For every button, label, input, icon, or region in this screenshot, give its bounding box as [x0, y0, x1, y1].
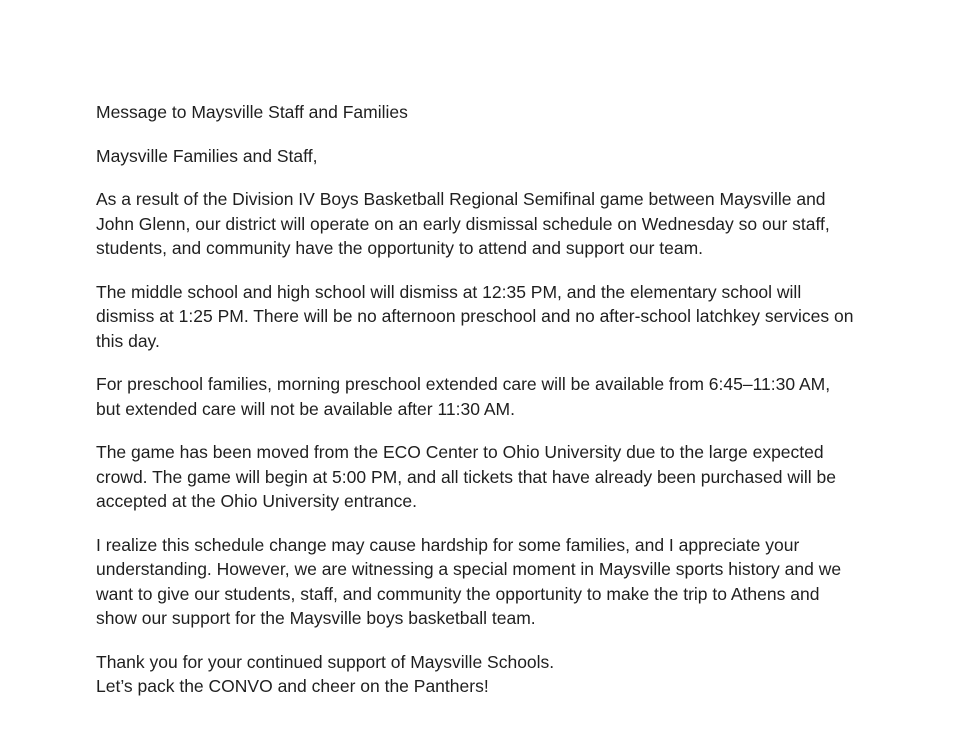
closing-line-thanks: Thank you for your continued support of Maysville Schools. [96, 651, 555, 672]
salutation: Maysville Families and Staff, [96, 145, 318, 166]
closing [96, 650, 856, 699]
paragraph-appreciation: I realize this schedule change may cause hardship for some families, and I appreciate your understanding. However, we are witnessing a special moment in Maysville sports history and we want to give our students, staff, and community the opportunity to make the trip to Athens and show our support for the Maysville boys basketball team. [96, 534, 842, 628]
document-title: Message to Maysville Staff and Families [96, 102, 408, 122]
document-body [96, 100, 856, 718]
paragraph-game-location: The game has been moved from the ECO Center to Ohio University due to the large expected crowd. The game will begin at 5:00 PM, and all tickets that have already been purchased will be accepted at the Ohio University entrance. [96, 442, 836, 511]
paragraph-dismissal-times: The middle school and high school will dismiss at 12:35 PM, and the elementary school will dismiss at 1:25 PM. There will be no afternoon preschool and no after-school latchkey services on this day. [96, 281, 854, 351]
paragraph-preschool-care: For preschool families, morning preschool extended care will be available from 6:45–11:30 AM, but extended care will not be available after 11:30 AM. [96, 374, 831, 419]
paragraph-early-dismissal: As a result of the Division IV Boys Basketball Regional Semifinal game between Maysville and John Glenn, our district will operate on an early dismissal schedule on Wednesday so our staff, students, and community have the opportunity to attend and support our team. [96, 189, 830, 258]
closing-line-cheer: Let’s pack the CONVO and cheer on the Panthers! [96, 676, 489, 696]
